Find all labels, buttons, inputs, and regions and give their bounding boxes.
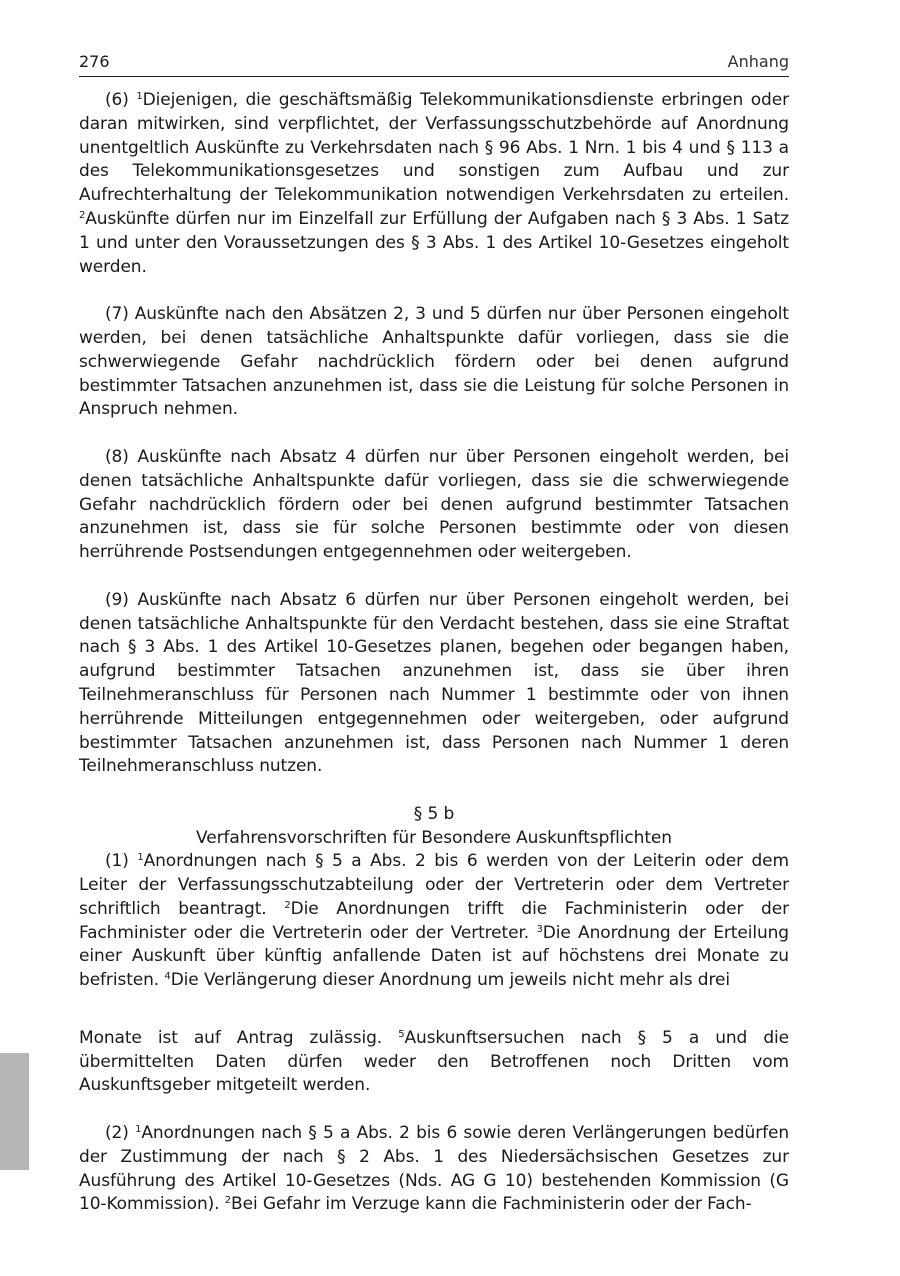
section-5b-paragraph-2	[79, 1122, 789, 1217]
page-number: 276	[79, 52, 110, 71]
sentence-number: 2	[79, 209, 86, 221]
running-head: Anhang	[727, 52, 789, 71]
paragraph-7: (7) Auskünfte nach den Absätzen 2, 3 und 5 dürfen nur über Personen eingeholt werden, bei denen tatsächliche Anhaltspunkte dafür vorliegen, dass sie die schwerwiegende Gefahr nachdrücklich fördern oder bei denen aufgrund bestimmter Tatsachen anzunehmen ist, dass sie die Leistung für solche Personen in Anspruch nehmen.	[79, 304, 789, 420]
sentence-text: Die Verlängerung dieser Anordnung um jeweils nicht mehr als drei	[170, 970, 730, 991]
paragraph-6-label: (6)	[105, 90, 137, 110]
thumb-index-tab	[0, 1053, 29, 1170]
document-body	[79, 89, 789, 1217]
sentence-text: Die Anordnungen trifft die Fachministerin oder der Fachminister oder die Vertreterin oder der Vertreter.	[79, 898, 789, 943]
paragraph-label: (1)	[105, 851, 138, 872]
sentence-text: Die Anordnung der Erteilung einer Auskunft über künftig anfallende Daten ist auf höchstens drei Monate zu befristen.	[79, 922, 789, 991]
sentence-number: 3	[536, 923, 543, 935]
section-heading	[79, 802, 789, 850]
sentence-number: 2	[224, 1195, 232, 1207]
paragraph-9: (9) Auskünfte nach Absatz 6 dürfen nur über Personen eingeholt werden, bei denen tatsächliche Anhaltspunkte für den Verdacht bestehen, dass sie eine Straftat nach § 3 Abs. 1 des Artikel 10-Gesetzes planen, begehen oder begangen haben, aufgrund bestimmter Tatsachen anzunehmen ist, dass sie über ihren Teilnehmeranschluss für Personen nach Nummer 1 bestimmte oder von ihnen herrührende Mitteilungen entgegennehmen oder weitergeben, oder aufgrund bestimmter Tatsachen anzunehmen ist, dass Personen nach Nummer 1 deren Teilnehmeranschluss nutzen.	[79, 589, 789, 777]
section-number: § 5 b	[413, 804, 455, 825]
paragraph-8: (8) Auskünfte nach Absatz 4 dürfen nur über Personen eingeholt werden, bei denen tatsächliche Anhaltspunkte dafür vorliegen, dass sie die schwerwiegende Gefahr nachdrücklich fördern oder bei denen aufgrund bestimmter Tatsachen anzunehmen ist, dass sie für solche Personen bestimmte oder von diesen herrührende Postsendungen entgegennehmen oder weitergeben.	[79, 446, 789, 563]
sentence-number: 2	[284, 899, 291, 911]
sentence-text: Monate ist auf Antrag zulässig.	[79, 1027, 399, 1048]
paragraph-label: (2)	[105, 1123, 136, 1144]
section-5b-paragraph-1	[79, 850, 789, 993]
section-5b-paragraph-1-continued	[79, 1027, 789, 1098]
section-title: Verfahrensvorschriften für Besondere Auskunftspflichten	[196, 828, 672, 849]
sentence-number: 5	[398, 1028, 405, 1040]
sentence-text: Anordnungen nach § 5 a Abs. 2 bis 6 werden von der Leiterin oder dem Leiter der Verfassungsschutzabteilung oder der Vertreterin oder dem Vertreter schriftlich beantragt.	[79, 851, 790, 919]
sentence-text: Auskunftsersuchen nach § 5 a und die übermittelten Daten dürfen weder den Betroffenen noch Dritten vom Auskunftsgeber mitgeteilt werden.	[79, 1027, 789, 1096]
sentence-text: Anordnungen nach § 5 a Abs. 2 bis 6 sowie deren Verlängerungen bedürfen der Zustimmung der nach § 2 Abs. 1 des Niedersächsischen Gesetzes zur Ausführung des Artikel 10-Gesetzes (Nds. AG G 10) bestehenden Kommission (G 10-Kommission).	[79, 1123, 790, 1215]
sentence-number: 1	[136, 91, 143, 102]
sentence-number: 4	[164, 971, 171, 983]
sentence-number: 1	[137, 852, 144, 864]
paragraph-6	[79, 89, 789, 279]
page-header	[79, 52, 789, 77]
sentence-text: Auskünfte dürfen nur im Einzelfall zur Erfüllung der Aufgaben nach § 3 Abs. 1 Satz 1 und unter den Voraussetzungen des § 3 Abs. 1 des Artikel 10-Gesetzes eingeholt werden.	[79, 208, 789, 277]
sentence-text: Bei Gefahr im Verzuge kann die Fachministerin oder der Fach-	[231, 1194, 752, 1215]
sentence-text: Diejenigen, die geschäftsmäßig Telekommunikationsdienste erbringen oder daran mitwirken, sind verpflichtet, der Verfassungsschutzbehörde auf Anordnung unentgeltlich Auskünfte zu Verkehrsdaten nach § 96 Abs. 1 Nrn. 1 bis 4 und § 113 a des Telekommunikationsgesetzes und sonstigen zum Aufbau und zur Aufrechterhaltung der Telekommunikation notwendigen Verkehrsdaten zu erteilen.	[79, 90, 789, 206]
sentence-number: 1	[135, 1124, 142, 1136]
